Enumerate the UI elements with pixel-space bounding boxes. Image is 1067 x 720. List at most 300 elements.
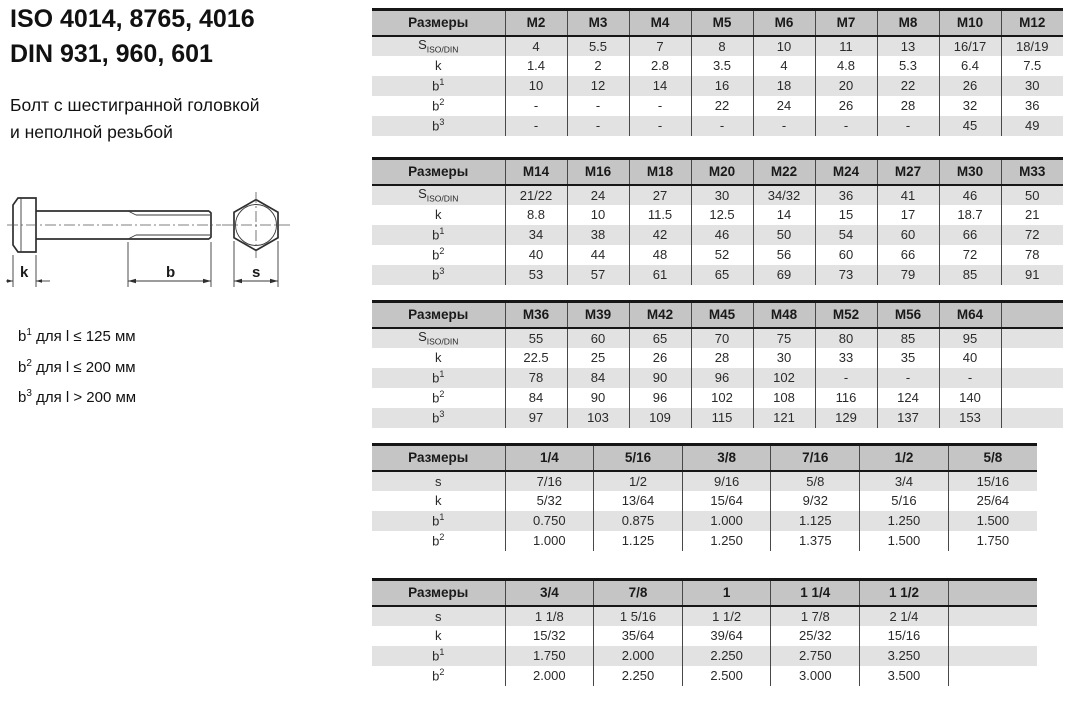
- value-cell: 18/19: [1001, 36, 1063, 56]
- row-label: s: [372, 471, 505, 491]
- value-cell: 1.500: [948, 511, 1037, 531]
- value-cell: 80: [815, 328, 877, 348]
- value-cell: 50: [753, 225, 815, 245]
- size-column-header: 3/4: [505, 580, 594, 606]
- row-label: k: [435, 493, 442, 508]
- value-cell: 25/32: [771, 626, 860, 646]
- table-row: [372, 225, 1063, 245]
- size-column-header: M64: [939, 302, 1001, 328]
- value-cell: 57: [567, 265, 629, 285]
- dimension-table-metric-medium: [372, 157, 1063, 285]
- dimension-table-metric-small: [372, 8, 1063, 136]
- value-cell: 97: [505, 408, 567, 428]
- standards-title: [10, 2, 255, 72]
- value-cell: 52: [691, 245, 753, 265]
- value-cell: 60: [877, 225, 939, 245]
- value-cell: 7.5: [1001, 56, 1063, 76]
- row-label: $S_{ISO/DIN}$: [372, 185, 505, 205]
- value-cell: 15/32: [505, 626, 594, 646]
- value-cell: 45: [939, 116, 1001, 136]
- row-label: $b^3$: [372, 408, 505, 428]
- size-column-header: 1/2: [860, 445, 949, 471]
- value-cell: 6.4: [939, 56, 1001, 76]
- size-column-header: 5/8: [948, 445, 1037, 471]
- size-column-header: M2: [505, 10, 567, 36]
- value-cell: 11.5: [629, 205, 691, 225]
- empty-cell: [948, 666, 1037, 686]
- table-corner-header: Размеры: [372, 10, 505, 36]
- value-cell: 2.500: [682, 666, 771, 686]
- bolt-end-view: [222, 192, 290, 258]
- value-cell: 10: [567, 205, 629, 225]
- table-row: [372, 185, 1063, 205]
- row-label: k: [435, 628, 442, 643]
- size-column-header: M24: [815, 159, 877, 185]
- value-cell: 75: [753, 328, 815, 348]
- size-column-header: M12: [1001, 10, 1063, 36]
- value-cell: 9/32: [771, 491, 860, 511]
- value-cell: 78: [505, 368, 567, 388]
- din-title-line: DIN 931, 960, 601: [10, 40, 213, 68]
- value-cell: 96: [691, 368, 753, 388]
- value-cell: 22: [877, 76, 939, 96]
- value-cell: 4.8: [815, 56, 877, 76]
- value-cell: 102: [691, 388, 753, 408]
- footnote-b2: $b^2$ для l ≤ 200 мм: [18, 357, 136, 376]
- value-cell: 95: [939, 328, 1001, 348]
- value-cell: 17: [877, 205, 939, 225]
- value-cell: 15: [815, 205, 877, 225]
- row-label: $S_{ISO/DIN}$: [372, 36, 505, 56]
- table-row: [372, 328, 1063, 348]
- empty-cell: [1001, 328, 1063, 348]
- table-header-row: [372, 10, 1063, 36]
- row-label: $b^2$: [432, 532, 445, 549]
- row-label: $b^1$: [372, 225, 505, 245]
- value-cell: 13/64: [594, 491, 683, 511]
- size-column-header: M27: [877, 159, 939, 185]
- value-cell: 84: [505, 388, 567, 408]
- row-label: k: [435, 207, 442, 222]
- row-label: $b^2$: [432, 246, 445, 263]
- value-cell: 85: [877, 328, 939, 348]
- value-cell: 30: [1001, 76, 1063, 96]
- value-cell: 1.750: [505, 646, 594, 666]
- table-row: [372, 368, 1063, 388]
- value-cell: 15/64: [682, 491, 771, 511]
- value-cell: 11: [815, 36, 877, 56]
- bolt-technical-drawing: [6, 184, 346, 324]
- table-row: [372, 646, 1037, 666]
- table-corner-header: Размеры: [372, 159, 505, 185]
- table-row: [372, 205, 1063, 225]
- table-row: [372, 388, 1063, 408]
- value-cell: 1.500: [860, 531, 949, 551]
- value-cell: 65: [691, 265, 753, 285]
- size-column-header: M56: [877, 302, 939, 328]
- size-column-header: M16: [567, 159, 629, 185]
- value-cell: -: [939, 368, 1001, 388]
- value-cell: 3.5: [691, 56, 753, 76]
- value-cell: -: [567, 116, 629, 136]
- size-column-header: M7: [815, 10, 877, 36]
- table-row: [372, 471, 1037, 491]
- value-cell: 103: [567, 408, 629, 428]
- value-cell: 30: [691, 185, 753, 205]
- value-cell: 42: [629, 225, 691, 245]
- value-cell: 38: [567, 225, 629, 245]
- value-cell: -: [691, 116, 753, 136]
- table-row: [372, 511, 1037, 531]
- bolt-drawing-svg: [6, 184, 346, 324]
- value-cell: 55: [505, 328, 567, 348]
- table-row: [372, 626, 1037, 646]
- value-cell: 72: [939, 245, 1001, 265]
- table-header-row: [372, 159, 1063, 185]
- value-cell: 124: [877, 388, 939, 408]
- value-cell: 91: [1001, 265, 1063, 285]
- table-corner-header: Размеры: [372, 445, 505, 471]
- dimension-table-imperial-large: [372, 578, 1037, 686]
- value-cell: 28: [691, 348, 753, 368]
- value-cell: 3.000: [771, 666, 860, 686]
- size-column-header: M45: [691, 302, 753, 328]
- table-row: [372, 491, 1037, 511]
- value-cell: 90: [629, 368, 691, 388]
- empty-cell: [948, 606, 1037, 626]
- value-cell: 22.5: [505, 348, 567, 368]
- value-cell: 0.875: [594, 511, 683, 531]
- value-cell: 4: [505, 36, 567, 56]
- value-cell: 61: [629, 265, 691, 285]
- value-cell: 56: [753, 245, 815, 265]
- value-cell: 12: [567, 76, 629, 96]
- value-cell: 14: [629, 76, 691, 96]
- table-row: [372, 96, 1063, 116]
- value-cell: 84: [567, 368, 629, 388]
- value-cell: 53: [505, 265, 567, 285]
- value-cell: 1.750: [948, 531, 1037, 551]
- value-cell: 2.000: [505, 666, 594, 686]
- value-cell: 54: [815, 225, 877, 245]
- value-cell: 25: [567, 348, 629, 368]
- table-corner-header: Размеры: [372, 580, 505, 606]
- size-column-header: 3/8: [682, 445, 771, 471]
- value-cell: 34: [505, 225, 567, 245]
- value-cell: 60: [567, 328, 629, 348]
- value-cell: 60: [815, 245, 877, 265]
- value-cell: 24: [753, 96, 815, 116]
- value-cell: 46: [939, 185, 1001, 205]
- value-cell: 0.750: [505, 511, 594, 531]
- value-cell: 35/64: [594, 626, 683, 646]
- value-cell: 26: [815, 96, 877, 116]
- value-cell: 102: [753, 368, 815, 388]
- size-column-header: M36: [505, 302, 567, 328]
- row-label: $b^2$: [432, 667, 445, 684]
- table-row: [372, 56, 1063, 76]
- value-cell: 1.250: [682, 531, 771, 551]
- value-cell: 33: [815, 348, 877, 368]
- row-label: $S_{ISO/DIN}$: [372, 328, 505, 348]
- table-row: [372, 531, 1037, 551]
- value-cell: 12.5: [691, 205, 753, 225]
- value-cell: 69: [753, 265, 815, 285]
- size-column-header: 7/16: [771, 445, 860, 471]
- size-column-header: M33: [1001, 159, 1063, 185]
- value-cell: 16/17: [939, 36, 1001, 56]
- empty-cell: [1001, 348, 1063, 368]
- value-cell: 2.250: [594, 666, 683, 686]
- value-cell: 8.8: [505, 205, 567, 225]
- value-cell: 116: [815, 388, 877, 408]
- value-cell: 79: [877, 265, 939, 285]
- value-cell: 39/64: [682, 626, 771, 646]
- size-column-header: M4: [629, 10, 691, 36]
- size-column-header: 1 1/2: [860, 580, 949, 606]
- value-cell: 15/16: [948, 471, 1037, 491]
- row-label: $b^1$: [372, 76, 505, 96]
- value-cell: 3.250: [860, 646, 949, 666]
- value-cell: 129: [815, 408, 877, 428]
- row-label: $b^1$: [372, 646, 505, 666]
- value-cell: 26: [939, 76, 1001, 96]
- value-cell: -: [815, 116, 877, 136]
- table-row: [372, 666, 1037, 686]
- size-column-header: M30: [939, 159, 1001, 185]
- value-cell: 20: [815, 76, 877, 96]
- value-cell: 1.000: [682, 511, 771, 531]
- row-label: $b^1$: [372, 511, 505, 531]
- value-cell: 7: [629, 36, 691, 56]
- value-cell: 48: [629, 245, 691, 265]
- footnotes: [18, 320, 136, 412]
- size-column-header: M22: [753, 159, 815, 185]
- description-line-1: Болт с шестигранной головкой: [10, 95, 260, 115]
- value-cell: 34/32: [753, 185, 815, 205]
- value-cell: 2.000: [594, 646, 683, 666]
- value-cell: -: [753, 116, 815, 136]
- value-cell: 1 1/8: [505, 606, 594, 626]
- value-cell: 2: [567, 56, 629, 76]
- dimension-s-label: s: [252, 264, 261, 281]
- size-column-header: M18: [629, 159, 691, 185]
- size-column-header: M52: [815, 302, 877, 328]
- value-cell: 96: [629, 388, 691, 408]
- value-cell: 4: [753, 56, 815, 76]
- dimension-b: [128, 242, 211, 287]
- table-row: [372, 408, 1063, 428]
- value-cell: 18.7: [939, 205, 1001, 225]
- empty-cell: [948, 646, 1037, 666]
- value-cell: 2.250: [682, 646, 771, 666]
- empty-column-header: [1001, 302, 1063, 328]
- row-label: k: [435, 350, 442, 365]
- dimension-k: [6, 255, 50, 287]
- value-cell: -: [505, 116, 567, 136]
- product-description: [10, 92, 260, 146]
- value-cell: 16: [691, 76, 753, 96]
- row-label: $b^2$: [432, 389, 445, 406]
- value-cell: 5/32: [505, 491, 594, 511]
- value-cell: 36: [815, 185, 877, 205]
- footnote-b1: $b^1$ для l ≤ 125 мм: [18, 327, 136, 345]
- value-cell: 21: [1001, 205, 1063, 225]
- value-cell: 3.500: [860, 666, 949, 686]
- value-cell: 1.4: [505, 56, 567, 76]
- value-cell: 7/16: [505, 471, 594, 491]
- value-cell: 90: [567, 388, 629, 408]
- value-cell: 15/16: [860, 626, 949, 646]
- dimension-table-imperial-small: [372, 443, 1037, 551]
- size-column-header: M8: [877, 10, 939, 36]
- size-column-header: 1/4: [505, 445, 594, 471]
- value-cell: 26: [629, 348, 691, 368]
- footnote-b3: $b^3$ для l > 200 мм: [18, 388, 137, 406]
- value-cell: 2.750: [771, 646, 860, 666]
- value-cell: 1.000: [505, 531, 594, 551]
- value-cell: 3/4: [860, 471, 949, 491]
- value-cell: 66: [877, 245, 939, 265]
- dimension-b-label: b: [166, 264, 176, 281]
- value-cell: 46: [691, 225, 753, 245]
- value-cell: 109: [629, 408, 691, 428]
- value-cell: 1.125: [771, 511, 860, 531]
- value-cell: 25/64: [948, 491, 1037, 511]
- value-cell: 13: [877, 36, 939, 56]
- size-column-header: M48: [753, 302, 815, 328]
- row-label: s: [372, 606, 505, 626]
- description-line-2: и неполной резьбой: [10, 122, 173, 142]
- size-column-header: M10: [939, 10, 1001, 36]
- empty-cell: [948, 626, 1037, 646]
- size-column-header: M42: [629, 302, 691, 328]
- value-cell: 108: [753, 388, 815, 408]
- empty-cell: [1001, 368, 1063, 388]
- value-cell: -: [505, 96, 567, 116]
- value-cell: 9/16: [682, 471, 771, 491]
- row-label: k: [435, 58, 442, 73]
- value-cell: 10: [753, 36, 815, 56]
- value-cell: 140: [939, 388, 1001, 408]
- value-cell: 2 1/4: [860, 606, 949, 626]
- value-cell: 14: [753, 205, 815, 225]
- dimension-k-label: k: [20, 264, 29, 281]
- value-cell: 41: [877, 185, 939, 205]
- value-cell: 1 7/8: [771, 606, 860, 626]
- value-cell: 8: [691, 36, 753, 56]
- value-cell: 50: [1001, 185, 1063, 205]
- value-cell: 115: [691, 408, 753, 428]
- table-row: [372, 76, 1063, 96]
- value-cell: 36: [1001, 96, 1063, 116]
- value-cell: 72: [1001, 225, 1063, 245]
- empty-cell: [1001, 388, 1063, 408]
- value-cell: 1.250: [860, 511, 949, 531]
- table-row: [372, 245, 1063, 265]
- size-column-header: M6: [753, 10, 815, 36]
- value-cell: 27: [629, 185, 691, 205]
- value-cell: 24: [567, 185, 629, 205]
- row-label: $b^3$: [372, 116, 505, 136]
- value-cell: -: [877, 368, 939, 388]
- value-cell: 121: [753, 408, 815, 428]
- value-cell: 78: [1001, 245, 1063, 265]
- value-cell: 44: [567, 245, 629, 265]
- value-cell: 1/2: [594, 471, 683, 491]
- value-cell: 65: [629, 328, 691, 348]
- size-column-header: M39: [567, 302, 629, 328]
- value-cell: 1.375: [771, 531, 860, 551]
- value-cell: 21/22: [505, 185, 567, 205]
- size-column-header: 1 1/4: [771, 580, 860, 606]
- iso-title-line: ISO 4014, 8765, 4016: [10, 5, 255, 33]
- value-cell: 85: [939, 265, 1001, 285]
- row-label: $b^3$: [372, 265, 505, 285]
- row-label: $b^2$: [432, 97, 445, 114]
- value-cell: 5.5: [567, 36, 629, 56]
- size-column-header: M5: [691, 10, 753, 36]
- value-cell: 5.3: [877, 56, 939, 76]
- value-cell: 1 5/16: [594, 606, 683, 626]
- empty-cell: [1001, 408, 1063, 428]
- value-cell: 70: [691, 328, 753, 348]
- value-cell: 66: [939, 225, 1001, 245]
- value-cell: 1.125: [594, 531, 683, 551]
- bolt-side-view: [7, 198, 221, 252]
- value-cell: -: [877, 116, 939, 136]
- size-column-header: M14: [505, 159, 567, 185]
- value-cell: 5/16: [860, 491, 949, 511]
- value-cell: 40: [505, 245, 567, 265]
- value-cell: 49: [1001, 116, 1063, 136]
- table-row: [372, 265, 1063, 285]
- value-cell: 73: [815, 265, 877, 285]
- size-column-header: M3: [567, 10, 629, 36]
- value-cell: 18: [753, 76, 815, 96]
- table-row: [372, 348, 1063, 368]
- value-cell: 5/8: [771, 471, 860, 491]
- table-row: [372, 116, 1063, 136]
- value-cell: 35: [877, 348, 939, 368]
- value-cell: -: [629, 96, 691, 116]
- dimension-table-metric-large: [372, 300, 1063, 428]
- row-label: $b^1$: [372, 368, 505, 388]
- dimension-s: [234, 241, 278, 287]
- value-cell: 10: [505, 76, 567, 96]
- table-row: [372, 606, 1037, 626]
- table-header-row: [372, 445, 1037, 471]
- size-column-header: 7/8: [594, 580, 683, 606]
- size-column-header: 1: [682, 580, 771, 606]
- value-cell: 2.8: [629, 56, 691, 76]
- value-cell: 22: [691, 96, 753, 116]
- value-cell: -: [815, 368, 877, 388]
- table-header-row: [372, 580, 1037, 606]
- table-row: [372, 36, 1063, 56]
- value-cell: 30: [753, 348, 815, 368]
- value-cell: 1 1/2: [682, 606, 771, 626]
- table-corner-header: Размеры: [372, 302, 505, 328]
- value-cell: 32: [939, 96, 1001, 116]
- value-cell: 137: [877, 408, 939, 428]
- value-cell: -: [567, 96, 629, 116]
- value-cell: 40: [939, 348, 1001, 368]
- size-column-header: M20: [691, 159, 753, 185]
- value-cell: 28: [877, 96, 939, 116]
- empty-column-header: [948, 580, 1037, 606]
- table-header-row: [372, 302, 1063, 328]
